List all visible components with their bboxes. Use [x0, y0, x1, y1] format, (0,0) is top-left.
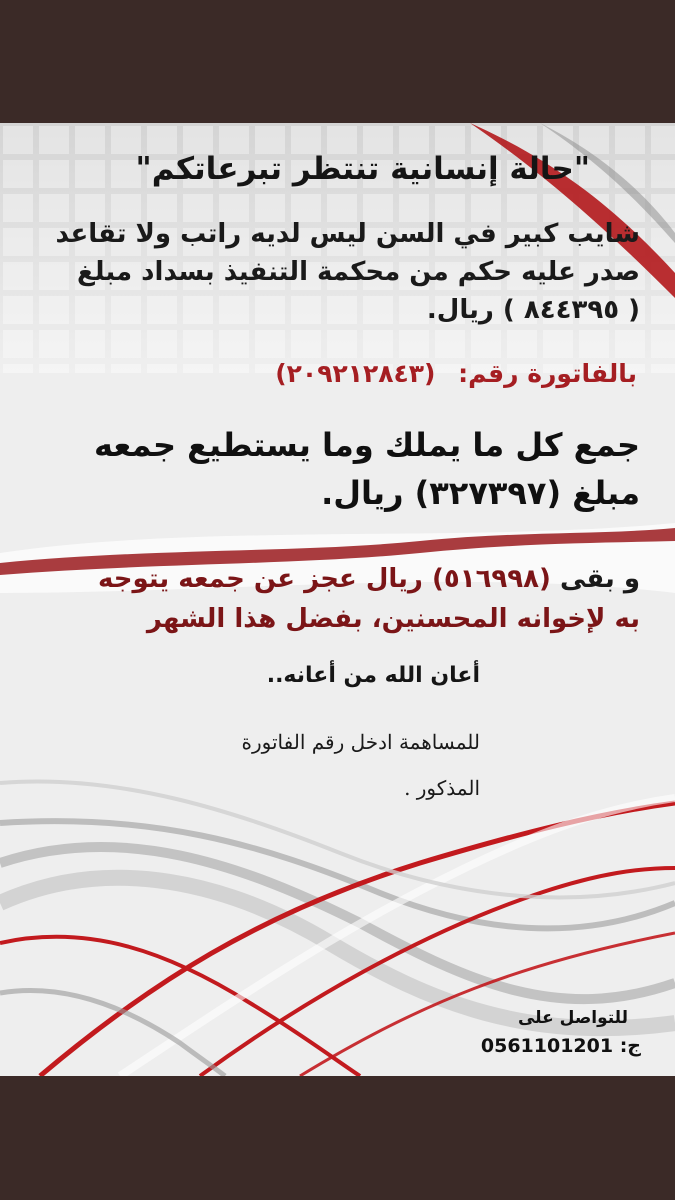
case-line-2: صدر عليه حكم من محكمة التنفيذ بسداد مبلغ [77, 257, 640, 287]
remaining-line-1 [30, 559, 640, 599]
invoice-info [275, 359, 637, 388]
collected-amount [30, 421, 640, 517]
contribution-instructions [220, 719, 480, 811]
case-line-3: ( ٨٤٤٣٩٥ ) ريال. [426, 295, 640, 325]
remaining-amount [30, 559, 640, 639]
contact-label: للتواصل على [517, 1008, 628, 1028]
collected-line-1: جمع كل ما يملك وما يستطيع جمعه [94, 426, 640, 464]
case-description [30, 215, 640, 329]
contribute-line-2: المذكور . [404, 776, 480, 800]
invoice-label: بالفاتورة رقم: [458, 359, 637, 388]
contact-phone: ج: 0561101201 [480, 1035, 641, 1057]
remaining-line-2: به لإخوانه المحسنين، بفضل هذا الشهر [146, 604, 640, 634]
remaining-prefix: و بقى [560, 564, 640, 594]
poster-title: "حالة إنسانية تنتظر تبرعاتكم" [135, 151, 590, 187]
remaining-amount-value: (٥١٦٩٩٨) [431, 564, 551, 594]
donation-poster [0, 123, 675, 1076]
contribute-line-1: للمساهمة ادخل رقم الفاتورة [241, 730, 480, 754]
case-line-1: شايب كبير في السن ليس لديه راتب ولا تقاعد [55, 219, 640, 249]
collected-line-2: مبلغ (٣٢٧٣٩٧) ريال. [321, 474, 640, 512]
blessing-text: أعان الله من أعانه.. [266, 663, 480, 688]
remaining-rest: ريال عجز عن جمعه يتوجه [97, 564, 423, 594]
invoice-number: (٢٠٩٢١٢٨٤٣) [275, 359, 436, 388]
